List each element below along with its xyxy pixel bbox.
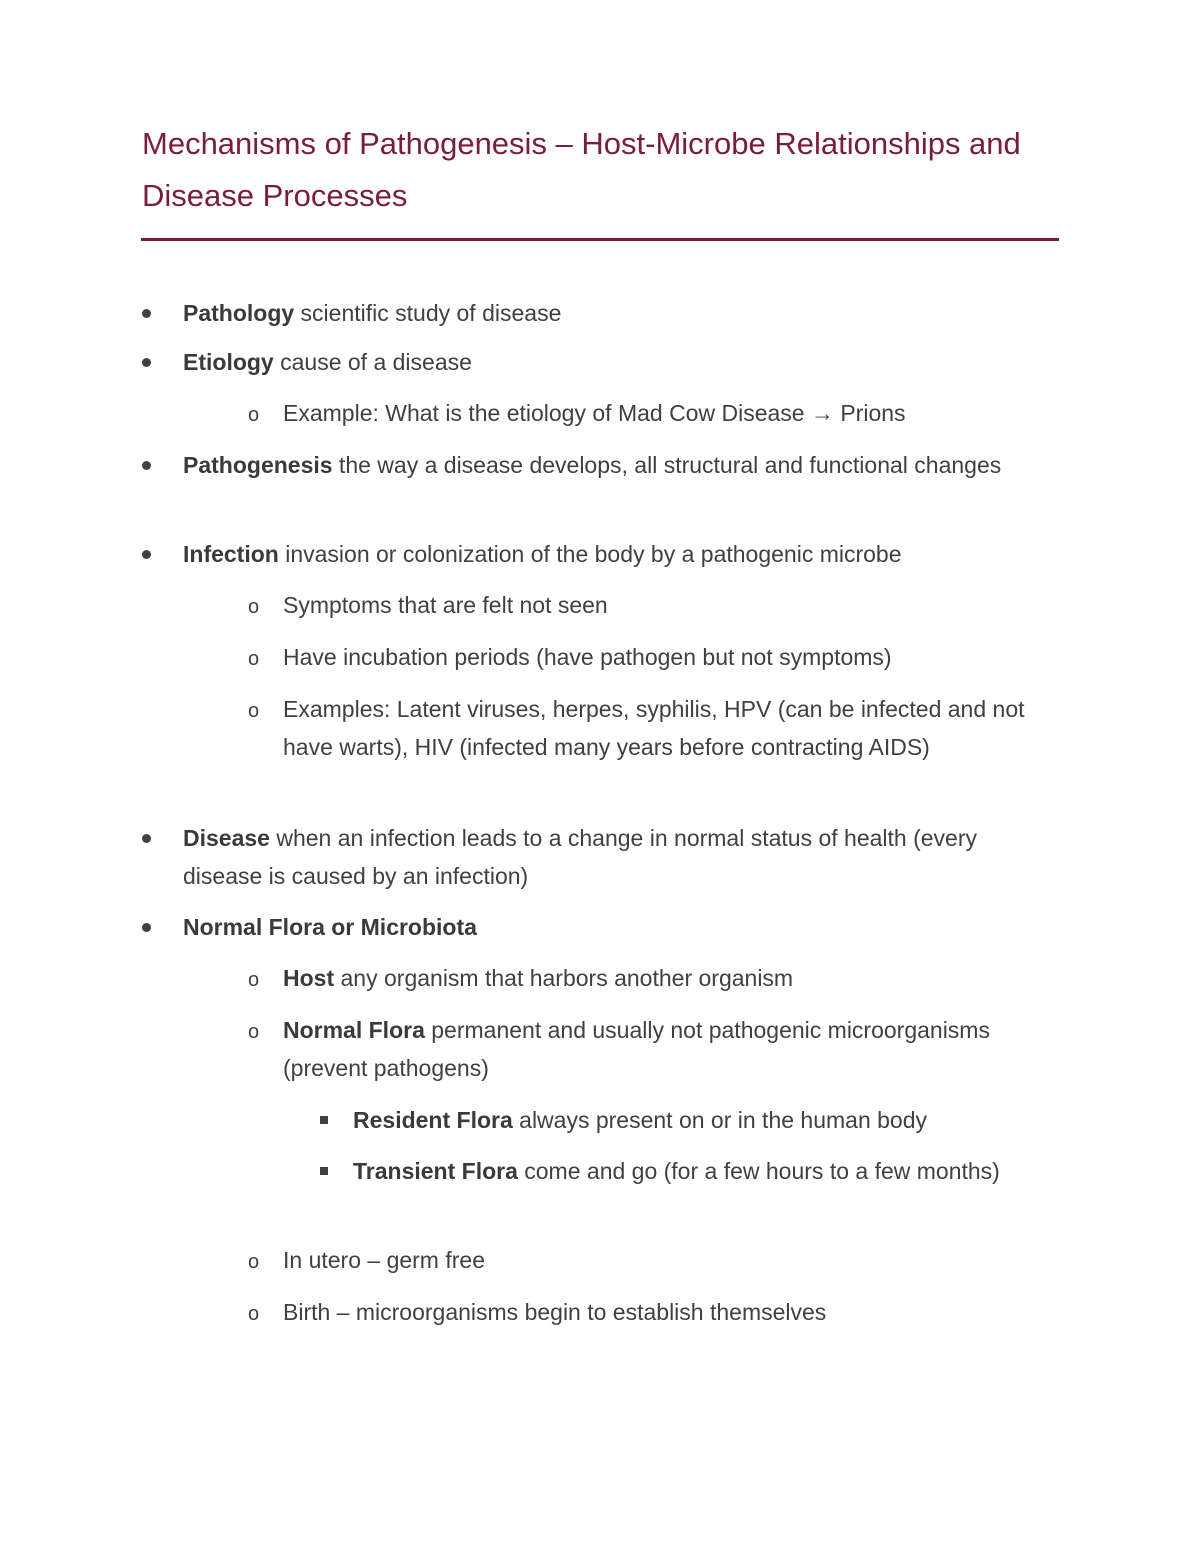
term: Pathology — [183, 300, 295, 326]
list-item — [283, 959, 1063, 997]
title-divider — [141, 238, 1059, 241]
term: Host — [283, 965, 335, 991]
square-bullet-icon — [320, 1167, 328, 1175]
list-item — [183, 535, 1053, 573]
list-item — [283, 638, 1063, 676]
term: Etiology — [183, 349, 274, 375]
item-text: Symptoms that are felt not seen — [283, 592, 608, 618]
list-item — [183, 908, 1053, 946]
term: Normal Flora — [283, 1017, 425, 1043]
term: Pathogenesis — [183, 452, 333, 478]
definition: cause of a disease — [273, 349, 472, 375]
list-item — [283, 1293, 1063, 1331]
definition: always present on or in the human body — [512, 1107, 928, 1133]
term: Resident Flora — [353, 1107, 513, 1133]
list-item — [283, 690, 1063, 766]
item-text: Example: What is the etiology of Mad Cow Disease → Prions — [283, 400, 906, 426]
definition: when an infection leads to a change in normal status of health (every disease is caused by an infection) — [183, 825, 978, 889]
list-item — [283, 394, 1063, 432]
bullet-icon — [142, 309, 151, 318]
list-item — [283, 1241, 1063, 1279]
list-item — [183, 294, 1053, 332]
definition: scientific study of disease — [294, 300, 562, 326]
bullet-icon — [142, 923, 151, 932]
definition: come and go (for a few hours to a few months) — [517, 1158, 1000, 1184]
sub-bullet-icon: o — [248, 700, 260, 722]
bullet-icon — [142, 550, 151, 559]
term: Transient Flora — [353, 1158, 518, 1184]
list-item — [283, 586, 1063, 624]
list-item — [183, 446, 1053, 484]
sub-bullet-icon: o — [248, 1251, 260, 1273]
definition: any organism that harbors another organism — [334, 965, 794, 991]
list-item — [183, 343, 1053, 381]
item-text: Birth – microorganisms begin to establish themselves — [283, 1299, 827, 1325]
term: Disease — [183, 825, 270, 851]
sub-bullet-icon: o — [248, 1021, 260, 1043]
definition: invasion or colonization of the body by a pathogenic microbe — [278, 541, 902, 567]
term: Infection — [183, 541, 279, 567]
item-text: Examples: Latent viruses, herpes, syphilis, HPV (can be infected and not have warts), HIV (infected many years before contracting AIDS) — [283, 696, 1025, 760]
definition: the way a disease develops, all structural and functional changes — [332, 452, 1002, 478]
sub-bullet-icon: o — [248, 1303, 260, 1325]
square-bullet-icon — [320, 1116, 328, 1124]
definition: permanent and usually not pathogenic microorganisms (prevent pathogens) — [283, 1017, 990, 1081]
bullet-icon — [142, 834, 151, 843]
sub-bullet-icon: o — [248, 404, 260, 426]
item-text: Have incubation periods (have pathogen but not symptoms) — [283, 644, 892, 670]
document-title: Mechanisms of Pathogenesis – Host-Microbe Relationships and Disease Processes — [142, 126, 1021, 213]
list-item — [283, 1011, 1063, 1087]
list-item — [353, 1152, 1053, 1190]
list-item — [353, 1101, 1053, 1139]
term: Normal Flora or Microbiota — [183, 914, 477, 940]
sub-bullet-icon: o — [248, 648, 260, 670]
sub-bullet-icon: o — [248, 596, 260, 618]
list-item — [183, 819, 1053, 895]
item-text: In utero – germ free — [283, 1247, 485, 1273]
bullet-icon — [142, 358, 151, 367]
sub-bullet-icon: o — [248, 969, 260, 991]
bullet-icon — [142, 461, 151, 470]
